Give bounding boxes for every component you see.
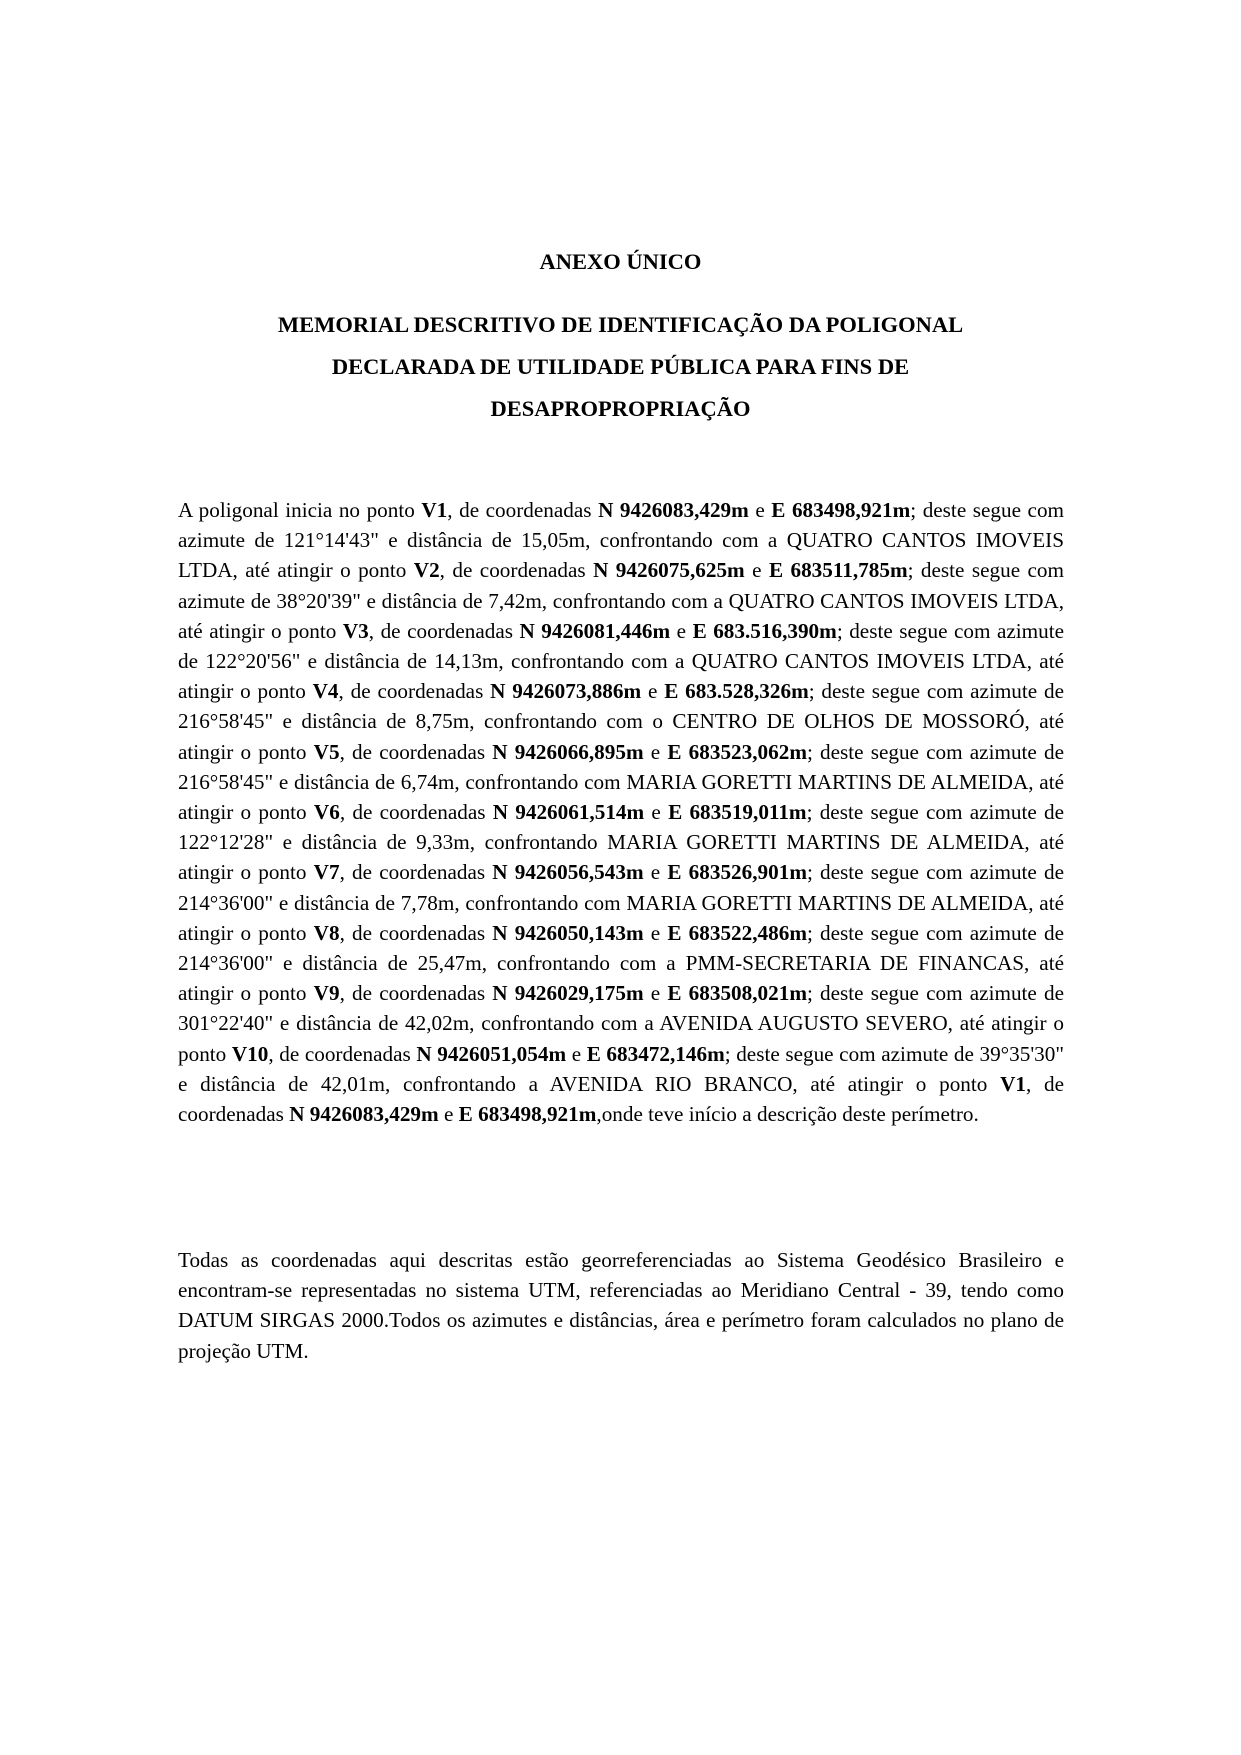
bold-text-segment: N 9426050,143m <box>492 920 644 945</box>
bold-text-segment: E 683523,062m <box>667 739 807 764</box>
text-segment: ; deste segue com azimute de 216°58'45" e distância de 6,74m, confrontando com MARIA GORETTI MARTINS DE ALMEIDA, até atingir o ponto <box>178 739 1065 825</box>
text-segment: ; deste segue com azimute de 216°58'45" e distância de 8,75m, confrontando com o CENTRO DE OLHOS DE MOSSORÓ, até atingir o ponto <box>178 679 1065 764</box>
bold-text-segment: N 9426075,625m <box>593 558 745 583</box>
perimeter-description-paragraph <box>178 495 1064 1129</box>
text-segment: , de coordenadas <box>447 498 599 522</box>
text-segment: , de coordenadas <box>339 920 493 945</box>
bold-text-segment: E 683498,921m <box>771 498 911 522</box>
text-segment: , de coordenadas <box>338 679 491 704</box>
bold-text-segment: N 9426061,514m <box>492 800 645 825</box>
bold-text-segment: N 9426066,895m <box>492 739 644 764</box>
text-segment: e <box>566 1041 587 1066</box>
text-segment: e <box>643 981 668 1006</box>
annex-title: ANEXO ÚNICO <box>539 249 702 274</box>
bold-text-segment: N 9426081,446m <box>519 618 671 643</box>
text-segment: , de coordenadas <box>339 800 493 825</box>
bold-text-segment: V4 <box>312 679 339 704</box>
bold-text-segment: N 9426083,429m <box>598 498 749 522</box>
bold-text-segment: V2 <box>413 558 440 583</box>
bold-text-segment: V7 <box>313 860 340 885</box>
bold-text-segment: V6 <box>313 800 340 825</box>
text-segment: e <box>643 920 668 945</box>
text-segment: e <box>643 739 668 764</box>
bold-text-segment: V1 <box>1000 1071 1026 1096</box>
text-segment: ; deste segue com azimute de 122°20'56" e distância de 14,13m, confrontando com a QUATRO CANTOS IMOVEIS LTDA, até atingir o ponto <box>178 618 1065 704</box>
bold-text-segment: E 683511,785m <box>768 558 908 583</box>
text-segment: e <box>644 800 669 825</box>
text-segment: , de coordenadas <box>339 739 493 764</box>
bold-text-segment: E 683.528,326m <box>664 679 809 704</box>
text-segment: ,onde teve início a descrição deste perímetro. <box>596 1102 979 1127</box>
text-segment: ; deste segue com azimute de 122°12'28" e distância de 9,33m, confrontando MARIA GORETTI MARTINS DE ALMEIDA, até atingir o ponto <box>178 800 1064 885</box>
memorial-title-line: DECLARADA DE UTILIDADE PÚBLICA PARA FINS DE <box>331 354 910 379</box>
text-segment: , de coordenadas <box>368 618 520 643</box>
bold-text-segment: N 9426051,054m <box>416 1041 567 1066</box>
bold-text-segment: V9 <box>313 981 340 1006</box>
bold-text-segment: N 9426083,429m <box>289 1102 439 1127</box>
datum-note-paragraph: Todas as coordenadas aqui descritas estão georreferenciadas ao Sistema Geodésico Brasileiro e encontram-se representadas no sistema UTM, referenciadas ao Meridiano Central - 39, tendo como DATUM SIRGAS 2000.Todos os azimutes e distâncias, área e perímetro foram calculados no plano de projeção UTM. <box>178 1248 1064 1363</box>
text-segment: ; deste segue com azimute de 121°14'43" e distância de 15,05m, confrontando com a QUATRO CANTOS IMOVEIS LTDA, até atingir o ponto <box>178 498 1065 583</box>
text-segment: e <box>670 618 693 643</box>
bold-text-segment: V8 <box>313 920 340 945</box>
memorial-title-line: MEMORIAL DESCRITIVO DE IDENTIFICAÇÃO DA POLIGONAL <box>277 312 964 337</box>
bold-text-segment: V1 <box>421 498 448 522</box>
text-segment: ; deste segue com azimute de 38°20'39" e distância de 7,42m, confrontando com a QUATRO CANTOS IMOVEIS LTDA, até atingir o ponto <box>178 558 1064 643</box>
bold-text-segment: E 683519,011m <box>668 800 807 825</box>
bold-text-segment: V5 <box>313 739 340 764</box>
memorial-title-line: DESAPROPROPRIAÇÃO <box>490 396 751 421</box>
text-segment: , de coordenadas <box>268 1041 417 1066</box>
bold-text-segment: V10 <box>231 1041 269 1066</box>
text-segment: A poligonal inicia no ponto <box>178 498 422 522</box>
text-segment: , de coordenadas <box>178 1071 1064 1127</box>
text-segment: ; deste segue com azimute de 214°36'00" e distância de 25,47m, confrontando com a PMM-SECRETARIA DE FINANCAS, até atingir o ponto <box>178 920 1065 1006</box>
text-segment: e <box>748 498 772 522</box>
bold-text-segment: V3 <box>342 618 369 643</box>
bold-text-segment: N 9426073,886m <box>490 679 642 704</box>
bold-text-segment: N 9426029,175m <box>492 981 644 1006</box>
bold-text-segment: E 683498,921m <box>458 1102 597 1127</box>
bold-text-segment: E 683508,021m <box>667 981 807 1006</box>
bold-text-segment: E 683472,146m <box>586 1041 725 1066</box>
bold-text-segment: E 683526,901m <box>667 860 807 885</box>
bold-text-segment: N 9426056,543m <box>492 860 644 885</box>
memorial-title <box>0 304 1241 430</box>
text-segment: e <box>744 558 769 583</box>
text-segment: , de coordenadas <box>339 860 493 885</box>
text-segment: , de coordenadas <box>439 558 594 583</box>
text-segment: ; deste segue com azimute de 301°22'40" e distância de 42,02m, confrontando com a AVENIDA AUGUSTO SEVERO, até atingir o ponto <box>178 981 1065 1066</box>
text-segment: ; deste segue com azimute de 214°36'00" e distância de 7,78m, confrontando com MARIA GORETTI MARTINS DE ALMEIDA, até atingir o ponto <box>178 860 1065 945</box>
bold-text-segment: E 683.516,390m <box>692 618 837 643</box>
text-segment: e <box>641 679 665 704</box>
text-segment: ; deste segue com azimute de 39°35'30" e distância de 42,01m, confrontando a AVENIDA RIO BRANCO, até atingir o ponto <box>178 1041 1065 1096</box>
bold-text-segment: E 683522,486m <box>667 920 807 945</box>
text-segment: e <box>438 1102 459 1127</box>
text-segment: e <box>643 860 668 885</box>
text-segment: , de coordenadas <box>339 981 493 1006</box>
